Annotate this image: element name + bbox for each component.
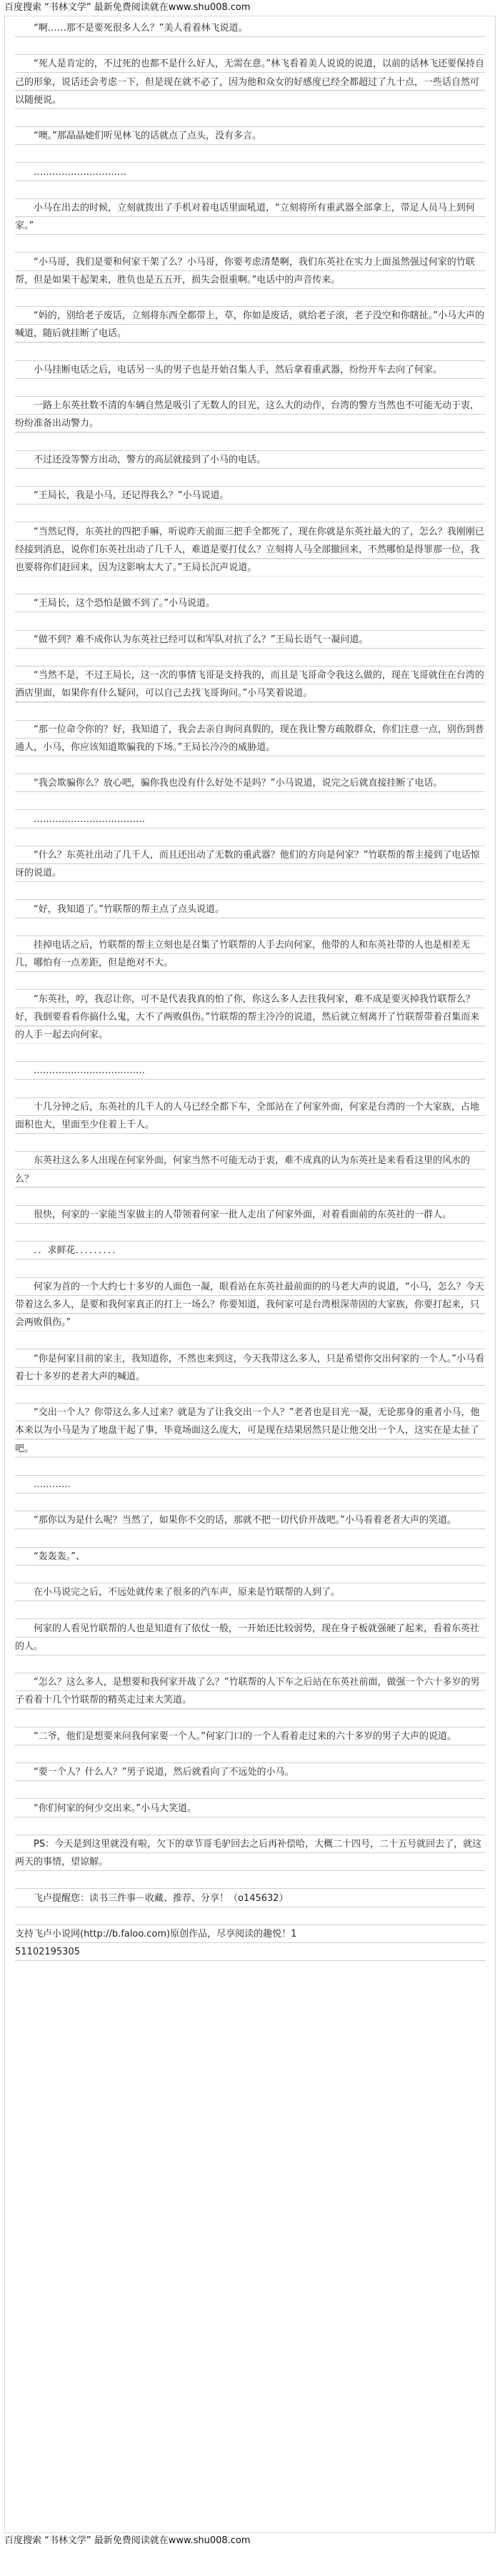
paragraph: “噢。”那晶晶她们听见林飞的话就点了点头，没有多言。: [5, 127, 495, 145]
paragraph: “东英社，哼，我忍让你，可不是代表我真的怕了你，你这么多人去往我何家，难不成是要灭掉我竹联帮么？好，我倒要看看你搞什么鬼，大不了两败俱伤。”竹联帮的帮主冷冷的说道，然后就立刻离开了竹联帮带着召集而来的人手一起去向何家。: [5, 990, 495, 1045]
paragraph: “交出一个人？你带这么多人过来？就是为了让我交出一个人？”老者也是目光一凝，无论那身的重者小马，他本来以为小马是为了地盘干起了事，毕竟场面这么庞大，可是现在结果居然只是让他交出一个人，这实在是太扯了吧。: [5, 1404, 495, 1458]
paragraph: 十几分钟之后，东英社的几千人的人马已经全都下车，全部站在了何家外面，何家是台湾的一个大家族，占地面积也大，里面至少住着上千人。: [5, 1098, 495, 1134]
paragraph: “妈的，别给老子废话，立刻将东西全都带上，草，你如是废话，就给老子滚，老子没空和你瞎扯。”小马大声的喊道，随后就挂断了电话。: [5, 307, 495, 343]
paragraph: “要一个人？什么人？”男子说道，然后就看向了不远处的小马。: [5, 1763, 495, 1781]
paragraph: “死人是肯定的，不过死的也都不是什么好人，无需在意。”林飞看着美人说说的说道，以前的话林飞还要保持自己的形象，说话还会考虑一下，但是现在就不必了，因为他和众女的好感度已经全都超过了九十点，一些话自然可以随便说。: [5, 55, 495, 109]
paragraph: “我会欺骗你么？放心吧，骗你我也没有什么好处不是吗？”小马说道，说完之后就直接挂断了电话。: [5, 774, 495, 792]
paragraph: “当然不是，不过王局长，这一次的事情飞哥是支持我的，而且是飞哥命令我这么做的，现在飞哥就住在台湾的酒店里面，如果你有什么疑问，可以自己去找飞哥询问。”小马笑着说道。: [5, 666, 495, 702]
author-note: PS：今天是到这里就没有啦，欠下的章节哥毛驴回去之后再补偿哈，大概二十四号，二十五号就回去了，就这两天的事情，望谅解。: [5, 1835, 495, 1871]
paragraph: 一路上东英社数不清的车辆自然是吸引了无数人的目光，这么大的动作，台湾的警方当然也不可能无动于衷，纷纷准备出动警力。: [5, 397, 495, 432]
paragraph: “你们何家的何少交出来。”小马大笑道。: [5, 1800, 495, 1817]
paragraph: 何家的人看见竹联帮的人也是知道有了依仗一般，一开始还比较弱势，现在身子板就强硬了起来，看着东英社的人。: [5, 1620, 495, 1655]
paragraph: 不过还没等警方出动，警方的高层就接到了小马的电话。: [5, 451, 495, 469]
paragraph: “王局长，我是小马，还记得我么？”小马说道。: [5, 487, 495, 504]
paragraph: “二爷，他们是想要来问我何家要一个人。”何家门口的一个人看着走过来的六十多岁的男子大声的说道。: [5, 1728, 495, 1745]
site-reminder: 飞卢提醒您：读书三件事－收藏、推荐、分享！（o145632）: [5, 1890, 495, 1907]
paragraph: 何家为首的一个大约七十多岁的人面色一凝，眼看站在东英社最前面的的马老大声的说道，“小马，怎么？今天带着这么多人，是要和我何家真正的打上一场么？你要知道，我何家可是台湾根深蒂固的大家族，你要打起来，只会两败俱伤。”: [5, 1278, 495, 1332]
paragraph: “什么？东英社出动了几千人，而且还出动了无数的重武器？他们的方向是何家？”竹联帮的帮主接到了电话惊讶的说道。: [5, 846, 495, 882]
paragraph: 东英社这么多人出现在何家外面，何家当然不可能无动于衷，难不成真的认为东英社是来看看这里的风水的么？: [5, 1152, 495, 1187]
paragraph: 小马挂断电话之后，电话另一头的男子也是开始召集人手，然后拿着重武器，纷纷开车去向了何家。: [5, 361, 495, 379]
paragraph: “啊……那不是要死很多人么？”美人看着林飞说道。: [5, 19, 495, 37]
site-support-link[interactable]: 支持飞卢小说网(http://b.faloo.com)原创作品，尽享阅读的趣悦！1: [5, 1925, 495, 1943]
separator: ．．求鲜花．．．．．．．．．: [5, 1242, 495, 1259]
paragraph: “当然记得，东英社的四把手嘛，听说昨天前面三把手全都死了，现在你就是东英社最大的了，怎么？我刚刚已经接到消息，说你们东英社出动了几千人，难道是要打仗么？立刻将人马全部撤回来，不然哪怕是得罪那一位，我也要将你们赶回来，因为这影响太大了。”王局长沉声说道。: [5, 523, 495, 577]
paragraph: 很快，何家的一家能当家做主的人带领着何家一批人走出了何家外面，对着看面前的东英社的一群人。: [5, 1206, 495, 1224]
header-banner: 百度搜索 “书林文学” 最新免费阅读就在www.shu008.com: [4, 2, 251, 13]
paragraph: “那你以为是什么呢？当然了，如果你不交的话，那就不把一切代价开战吧。”小马看着老者大声的笑道。: [5, 1511, 495, 1529]
paragraph: “那一位命令你的？好，我知道了，我会去亲自询问真假的，现在我让警方疏散群众，你们注意一点，别伤到普通人，小马，你应该知道欺骗我的下场。”王局长冷冷的威胁道。: [5, 721, 495, 756]
paragraph: “你是何家目前的家主，我知道你，不然也来到这，今天我带这么多人，只是希望你交出何家的一个人。”小马看着七十多岁的老者大声的喊道。: [5, 1350, 495, 1386]
article-body: [4, 16, 496, 2533]
paragraph: “怎么？这么多人，是想要和我何家开战了么？”竹联帮的人下车之后站在东英社前面，做强一个六十多岁的男子看着十几个竹联帮的精英走过来大笑道。: [5, 1673, 495, 1709]
footer: [4, 2535, 496, 2547]
number-line: 51102195305: [5, 1943, 495, 1961]
separator: …………………………: [5, 163, 495, 181]
paragraph: “做不到？难不成你认为东英社已经可以和军队对抗了么？”王局长语气一凝问道。: [5, 631, 495, 649]
paragraph: “好，我知道了。”竹联帮的帮主点了点头说道。: [5, 901, 495, 918]
paragraph: 在小马说完之后，不远处就传来了很多的汽车声，原来是竹联帮的人到了。: [5, 1583, 495, 1601]
paragraph: “王局长，这个恐怕是做不到了。”小马说道。: [5, 594, 495, 612]
footer-banner: 百度搜索 “书林文学” 最新免费阅读就在www.shu008.com: [4, 2535, 251, 2546]
separator: …………: [5, 1476, 495, 1494]
paragraph: 挂掉电话之后，竹联帮的帮主立刻也是召集了竹联帮的人手去向何家，他带的人和东英社带的人也是相差无几，哪怕有一点差距，但是绝对不大。: [5, 936, 495, 972]
paragraph: “小马哥，我们是要和何家干架了么？小马哥，你要考虑清楚啊，我们东英社在实力上面虽然强过何家的竹联帮，但是如果干起架来，胜负也是五五开，损失会很重啊。”电话中的声音传来。: [5, 253, 495, 289]
separator: ………………………………: [5, 811, 495, 828]
paragraph: 小马在出去的时候，立刻就拨出了手机对着电话里面吼道，“立刻将所有重武器全部拿上，带足人员马上到何家。”: [5, 199, 495, 235]
paragraph: “轰轰轰。”、: [5, 1548, 495, 1566]
separator: ………………………………: [5, 1062, 495, 1080]
